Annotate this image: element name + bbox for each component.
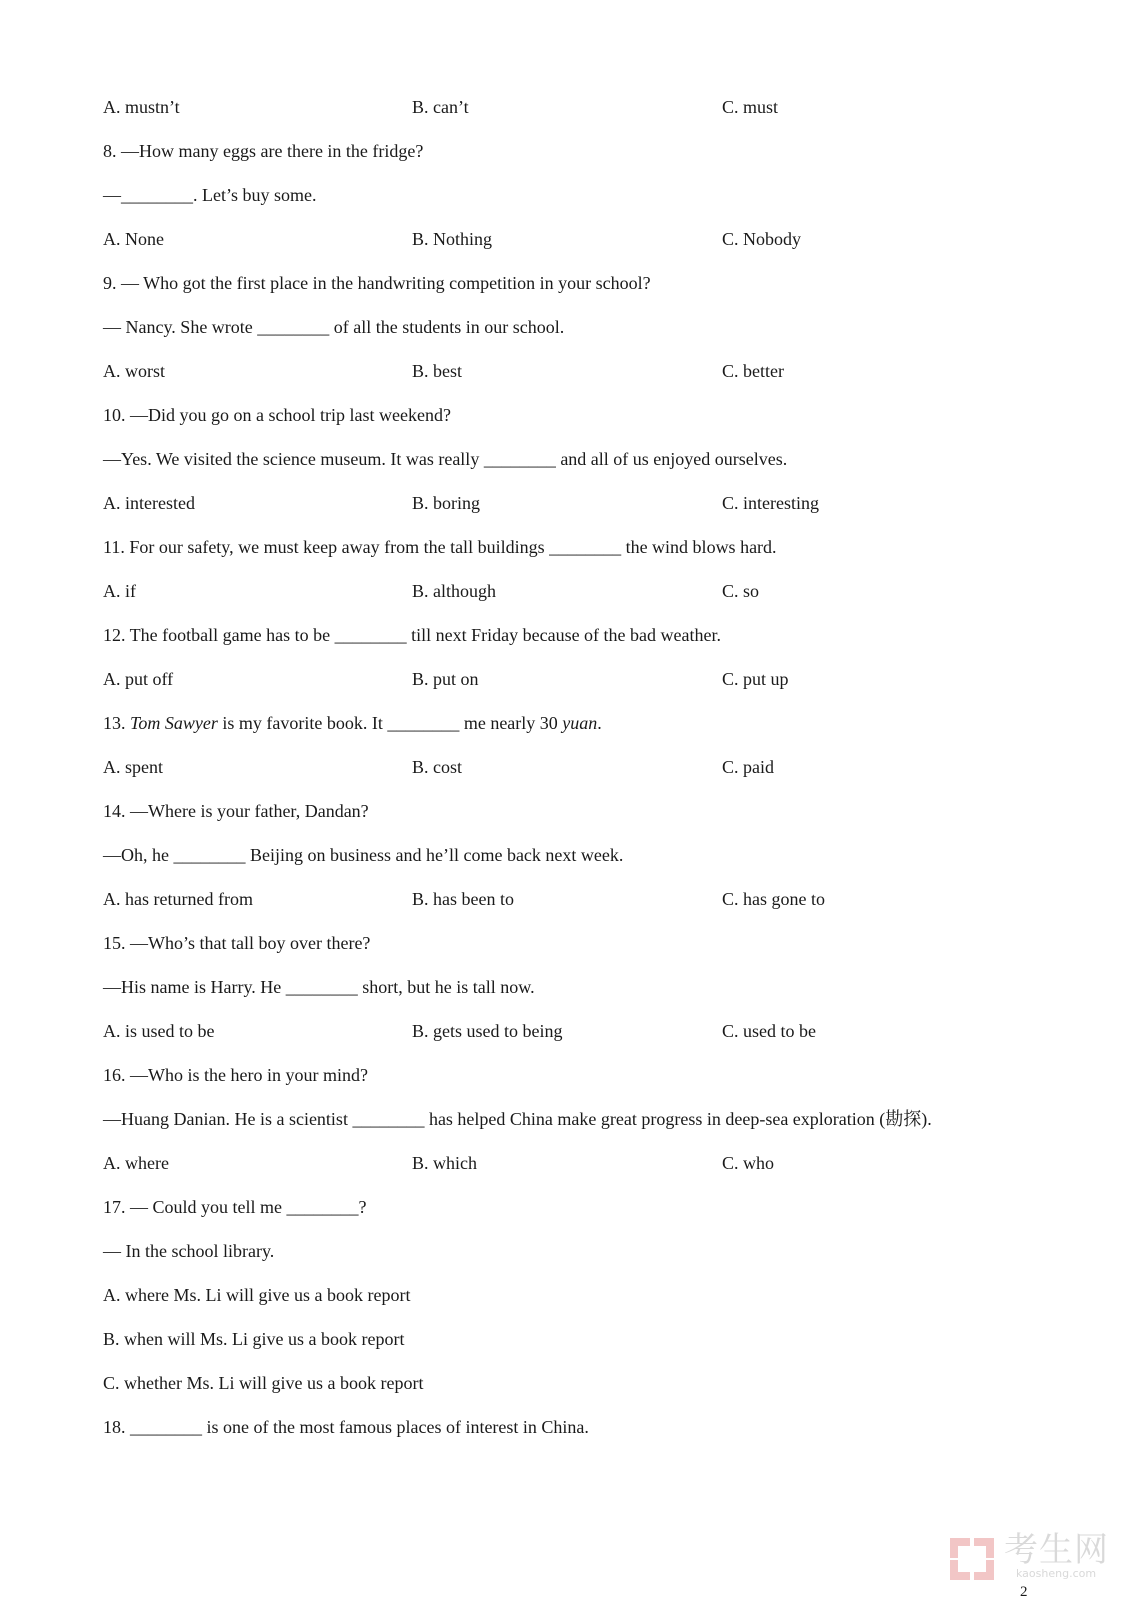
- option-b: B. put on: [412, 669, 479, 689]
- option-c: C. has gone to: [722, 889, 825, 909]
- option-a: A. interested: [103, 493, 195, 513]
- option-c: C. so: [722, 581, 760, 601]
- watermark: [948, 1532, 1120, 1582]
- question-14: 14. —Where is your father, Dandan?: [103, 801, 369, 821]
- answer-line: —Yes. We visited the science museum. It was really ________ and all of us enjoyed ourselves.: [103, 449, 788, 469]
- answer-line: —His name is Harry. He ________ short, but he is tall now.: [103, 977, 535, 997]
- option-a: A. is used to be: [103, 1021, 215, 1041]
- answer-line: —Oh, he ________ Beijing on business and he’ll come back next week.: [103, 845, 624, 865]
- option-c: C. used to be: [722, 1021, 816, 1041]
- option-a: A. where Ms. Li will give us a book report: [103, 1285, 411, 1305]
- question-13: [103, 711, 602, 735]
- option-a: A. put off: [103, 669, 174, 689]
- question-12: 12. The football game has to be ________ till next Friday because of the bad weather.: [103, 625, 722, 645]
- option-b: B. best: [412, 361, 463, 381]
- option-a: A. mustn’t: [103, 97, 180, 117]
- option-b: B. although: [412, 581, 496, 601]
- option-c: C. interesting: [722, 493, 819, 513]
- option-b: B. when will Ms. Li give us a book report: [103, 1329, 405, 1349]
- option-b: B. can’t: [412, 97, 469, 117]
- watermark-logo-icon: [948, 1536, 998, 1582]
- question-17: 17. — Could you tell me ________?: [103, 1197, 367, 1217]
- option-c: C. better: [722, 361, 784, 381]
- question-15: 15. —Who’s that tall boy over there?: [103, 933, 371, 953]
- option-c: C. must: [722, 97, 779, 117]
- answer-line: —________. Let’s buy some.: [103, 185, 317, 205]
- question-8: 8. —How many eggs are there in the fridge?: [103, 141, 424, 161]
- answer-line: — Nancy. She wrote ________ of all the students in our school.: [103, 317, 565, 337]
- option-c: C. who: [722, 1153, 775, 1173]
- option-a: A. None: [103, 229, 164, 249]
- option-a: A. if: [103, 581, 136, 601]
- watermark-text-en: kaosheng.com: [1016, 1567, 1097, 1580]
- currency-unit: yuan: [562, 713, 598, 733]
- question-18: 18. ________ is one of the most famous places of interest in China.: [103, 1417, 589, 1437]
- option-c: C. Nobody: [722, 229, 802, 249]
- option-a: A. worst: [103, 361, 165, 381]
- option-b: B. boring: [412, 493, 481, 513]
- option-c: C. paid: [722, 757, 774, 777]
- option-a: A. where: [103, 1153, 169, 1173]
- question-text: is my favorite book. It ________ me nearly 30: [217, 713, 563, 733]
- option-b: B. cost: [412, 757, 463, 777]
- option-c: C. put up: [722, 669, 789, 689]
- question-10: 10. —Did you go on a school trip last weekend?: [103, 405, 451, 425]
- book-title: Tom Sawyer: [130, 713, 218, 733]
- option-b: B. which: [412, 1153, 477, 1173]
- option-c: C. whether Ms. Li will give us a book report: [103, 1373, 424, 1393]
- page-number: 2: [1020, 1584, 1028, 1600]
- option-b: B. gets used to being: [412, 1021, 563, 1041]
- question-11: 11. For our safety, we must keep away from the tall buildings ________ the wind blows hard.: [103, 537, 777, 557]
- question-9: 9. — Who got the first place in the handwriting competition in your school?: [103, 273, 651, 293]
- option-a: A. has returned from: [103, 889, 253, 909]
- answer-line: — In the school library.: [103, 1241, 275, 1261]
- question-end: .: [597, 713, 602, 733]
- option-b: B. Nothing: [412, 229, 493, 249]
- option-b: B. has been to: [412, 889, 514, 909]
- option-a: A. spent: [103, 757, 163, 777]
- answer-line: —Huang Danian. He is a scientist ________ has helped China make great progress in deep-sea exploration (勘探).: [103, 1109, 932, 1129]
- question-16: 16. —Who is the hero in your mind?: [103, 1065, 368, 1085]
- watermark-text-cn: 考生网: [1004, 1530, 1109, 1570]
- question-number: 13.: [103, 713, 130, 733]
